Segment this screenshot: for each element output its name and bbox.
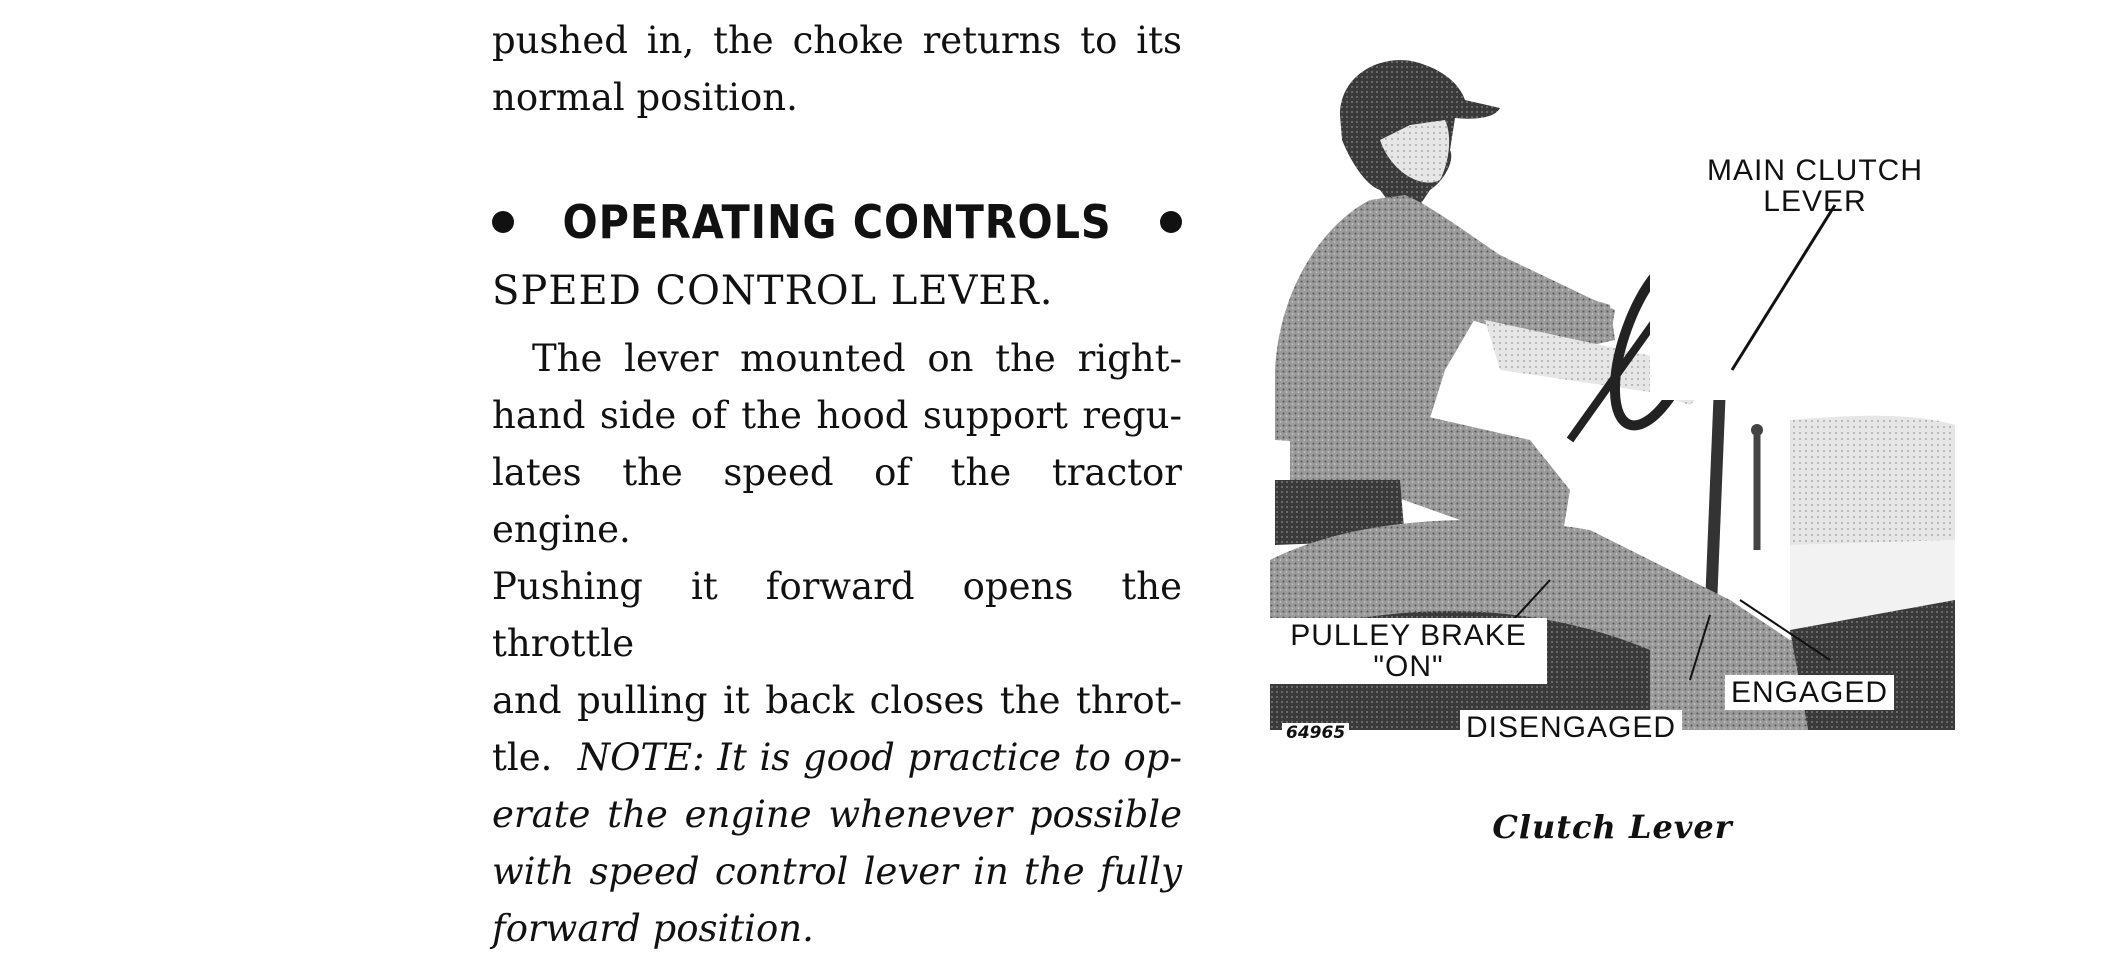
note-text: NOTE: It is good practice to op-: [577, 736, 1182, 779]
section-heading: [492, 195, 1182, 249]
figure-caption: Clutch Lever: [1492, 808, 1733, 846]
note-line: forward position.: [492, 907, 814, 950]
note-line: erate the engine whenever possible: [492, 793, 1182, 836]
body-line: Pushing it forward opens the throttle: [492, 565, 1182, 665]
main-clutch-lever-label: [1685, 155, 1945, 217]
bullet-icon: [1160, 211, 1182, 233]
clutch-lever-figure: [1270, 40, 1955, 780]
section-heading-text: OPERATING CONTROLS: [562, 195, 1112, 249]
callout-line: MAIN CLUTCH: [1706, 154, 1923, 187]
intro-paragraph: [492, 12, 1182, 126]
callout-line: LEVER: [1763, 185, 1867, 218]
body-line: The lever mounted on the right-: [532, 337, 1182, 380]
body-line-mixed: [492, 729, 1182, 786]
callout-line: "ON": [1373, 650, 1444, 683]
photo-number: 64965: [1282, 723, 1349, 743]
bullet-icon: [492, 211, 514, 233]
body-line: lates the speed of the tractor engine.: [492, 451, 1182, 551]
pulley-brake-on-label: [1270, 618, 1547, 684]
disengaged-label: DISENGAGED: [1460, 710, 1682, 745]
subheading: SPEED CONTROL LEVER.: [492, 268, 1054, 314]
body-line: hand side of the hood support regu-: [492, 394, 1182, 437]
note-line: with speed control lever in the fully: [492, 850, 1182, 893]
body-line: and pulling it back closes the throt-: [492, 679, 1182, 722]
intro-line: pushed in, the choke returns to its: [492, 19, 1182, 62]
body-text-plain: tle.: [492, 736, 553, 779]
engaged-label: ENGAGED: [1725, 675, 1894, 710]
intro-line: normal position.: [492, 76, 798, 119]
callout-line: PULLEY BRAKE: [1290, 619, 1527, 652]
body-paragraph: [492, 330, 1182, 957]
